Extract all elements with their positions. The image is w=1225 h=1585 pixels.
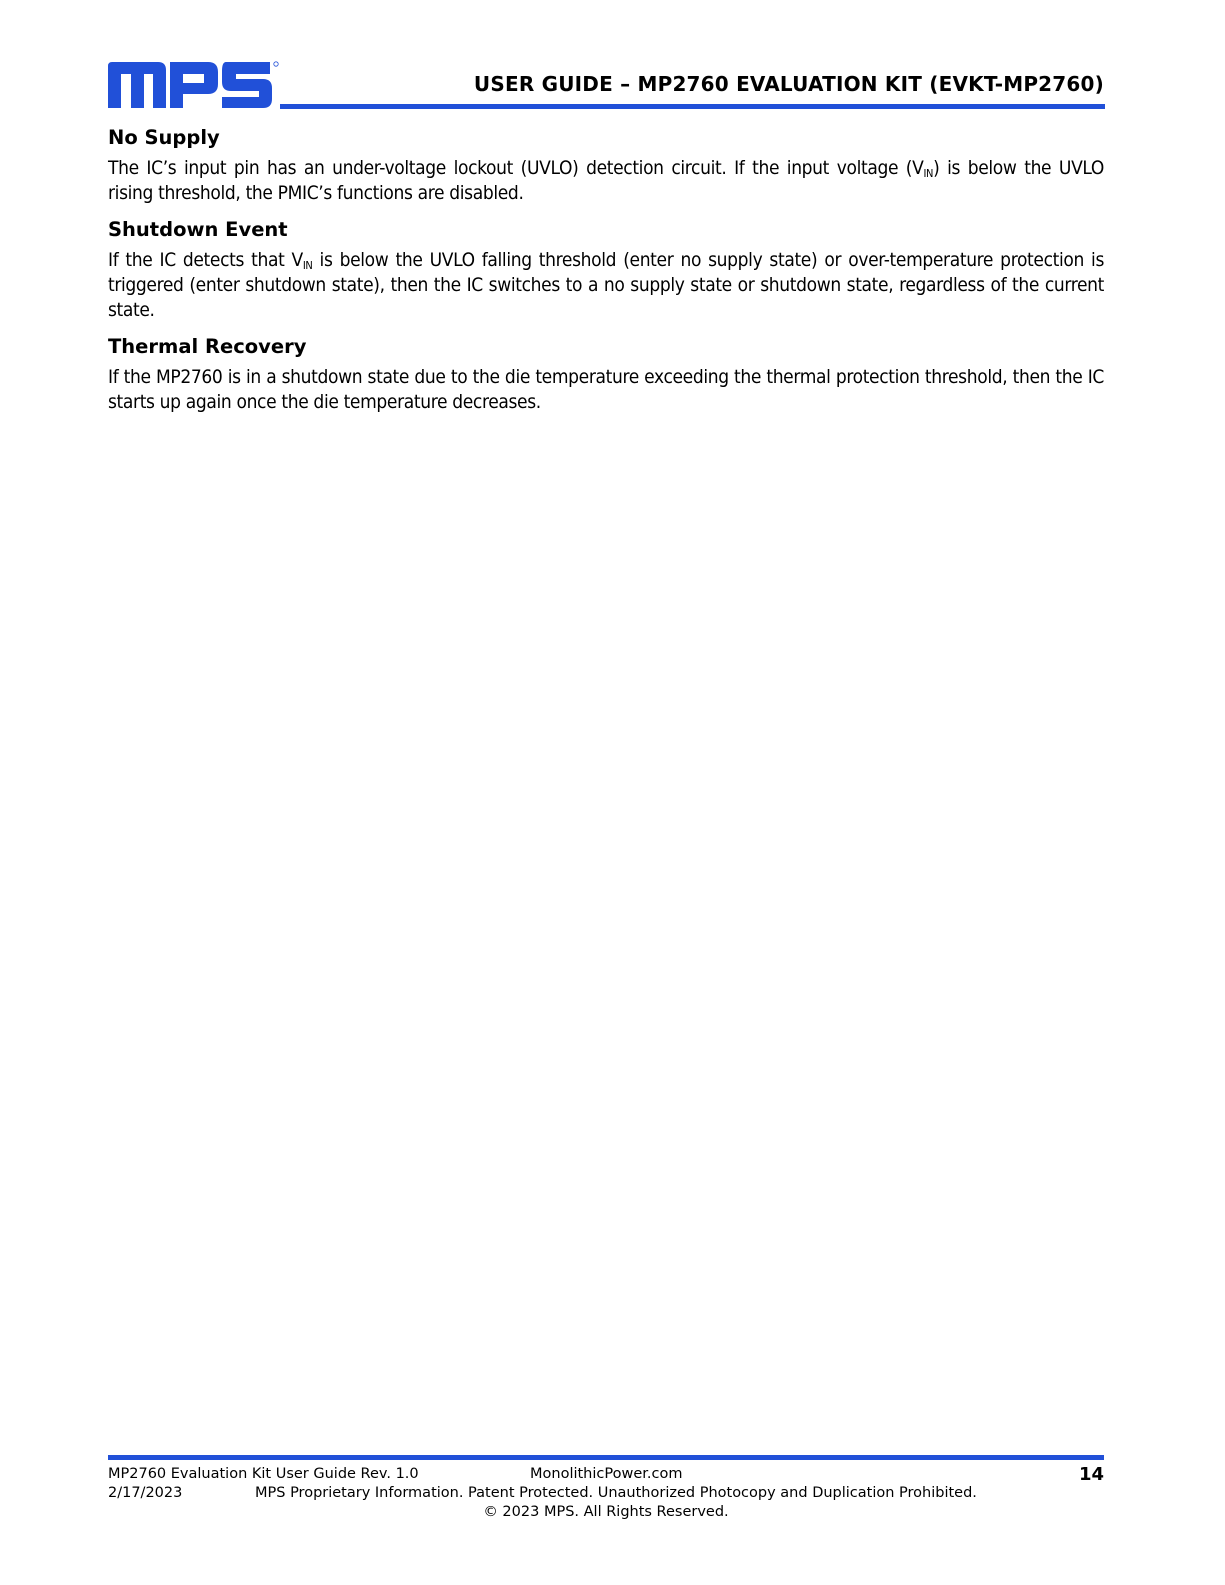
text-run: is below the UVLO falling threshold (enter no supply state) or over-temperature protection is triggered (enter shutdown state), then the IC switches to a no supply state or shutdown state, regardless of the current state. <box>108 249 1104 321</box>
text-run: If the IC detects that V <box>108 249 303 271</box>
header-rule <box>280 104 1105 109</box>
section-heading-thermal-recovery: Thermal Recovery <box>108 335 307 358</box>
section-heading-shutdown-event: Shutdown Event <box>108 218 288 241</box>
footer-date: 2/17/2023 <box>108 1485 183 1501</box>
mps-logo-icon <box>108 58 280 110</box>
document-body <box>108 124 1104 425</box>
paragraph-thermal-recovery: If the MP2760 is in a shutdown state due to the die temperature exceeding the thermal protection threshold, then the IC starts up again once the die temperature decreases. <box>108 366 1104 413</box>
footer-copyright: © 2023 MPS. All Rights Reserved. <box>483 1504 729 1520</box>
paragraph-no-supply <box>108 156 1104 206</box>
footer-rule <box>108 1455 1104 1460</box>
footer-website-link[interactable]: MonolithicPower.com <box>530 1466 683 1482</box>
subscript-in: IN <box>923 167 934 180</box>
footer-doc-name: MP2760 Evaluation Kit User Guide Rev. 1.0 <box>108 1466 419 1482</box>
header-title: USER GUIDE – MP2760 EVALUATION KIT (EVKT-MP2760) <box>473 72 1104 96</box>
text-run: The IC’s input pin has an under-voltage lockout (UVLO) detection circuit. If the input voltage (V <box>108 157 924 179</box>
page-footer <box>108 1466 1104 1523</box>
mps-logo <box>108 58 280 110</box>
section-heading-no-supply: No Supply <box>108 126 220 149</box>
paragraph-shutdown-event <box>108 248 1104 323</box>
page-number: 14 <box>1078 1464 1104 1485</box>
footer-notice: MPS Proprietary Information. Patent Protected. Unauthorized Photocopy and Duplication Prohibited. <box>255 1485 977 1501</box>
subscript-in: IN <box>302 259 313 272</box>
text-run: ) is below the UVLO rising threshold, the PMIC’s functions are disabled. <box>108 157 1104 204</box>
